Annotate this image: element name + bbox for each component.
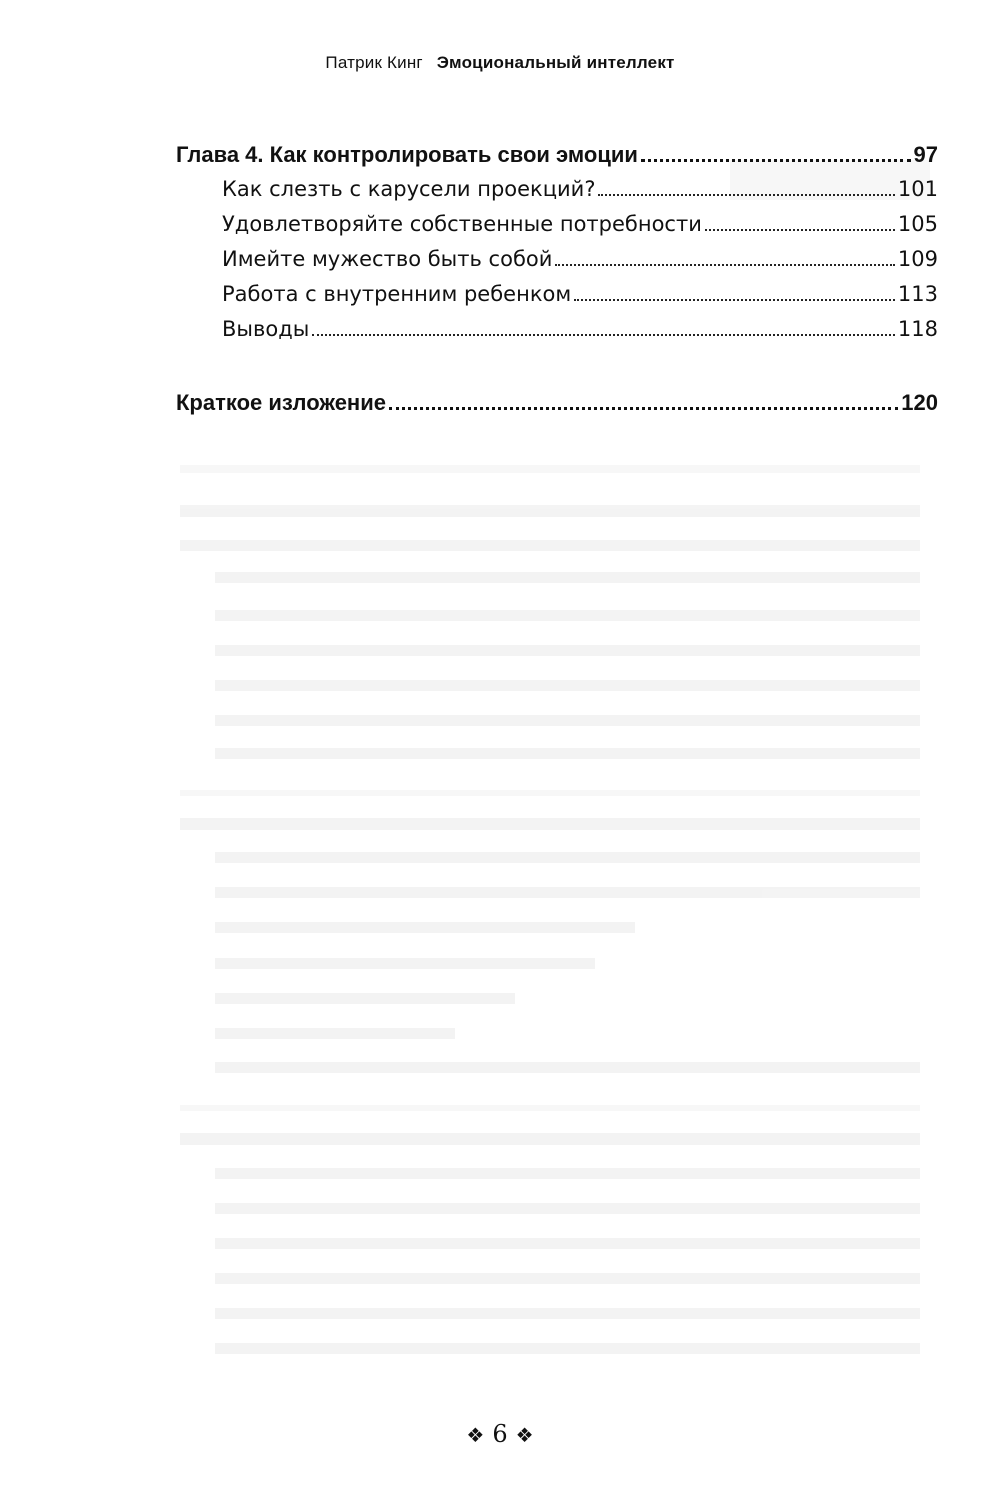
dot-leader xyxy=(705,228,895,231)
dot-leader xyxy=(598,193,894,196)
toc-page-number: 105 xyxy=(897,212,938,236)
toc-page-number: 113 xyxy=(897,282,938,306)
toc-section xyxy=(176,247,938,282)
toc-entry-label: Краткое изложение xyxy=(176,390,386,415)
table-of-contents xyxy=(176,142,938,425)
toc-entry-label: Глава 4. Как контролировать свои эмоции xyxy=(176,142,638,167)
dot-leader xyxy=(389,406,898,410)
toc-section xyxy=(176,282,938,317)
toc-chapter-4 xyxy=(176,142,938,177)
running-head xyxy=(0,53,1000,73)
ornament-icon: ❖ xyxy=(466,1423,485,1447)
page-folio xyxy=(0,1420,1000,1448)
toc-entry-label: Имейте мужество быть собой xyxy=(222,247,553,271)
toc-page-number: 109 xyxy=(897,247,938,271)
toc-entry-label: Работа с внутренним ребенком xyxy=(222,282,572,306)
toc-page-number: 97 xyxy=(913,142,938,167)
toc-entry-label: Удовлетворяйте собственные потребности xyxy=(222,212,702,236)
toc-page-number: 120 xyxy=(901,390,938,415)
book-title: Эмоциональный интеллект xyxy=(436,53,675,72)
dot-leader xyxy=(574,298,895,301)
page-number: 6 xyxy=(492,1420,508,1448)
toc-section xyxy=(176,317,938,352)
dot-leader xyxy=(641,158,911,162)
ornament-icon: ❖ xyxy=(515,1423,534,1447)
author-name: Патрик Кинг xyxy=(325,53,423,72)
toc-page-number: 101 xyxy=(897,177,938,201)
toc-section xyxy=(176,212,938,247)
toc-summary xyxy=(176,390,938,425)
toc-page-number: 118 xyxy=(897,317,938,341)
toc-section xyxy=(176,177,938,212)
toc-entry-label: Выводы xyxy=(222,317,310,341)
toc-entry-label: Как слезть с карусели проекций? xyxy=(222,177,596,201)
dot-leader xyxy=(555,263,895,266)
dot-leader xyxy=(312,333,895,336)
